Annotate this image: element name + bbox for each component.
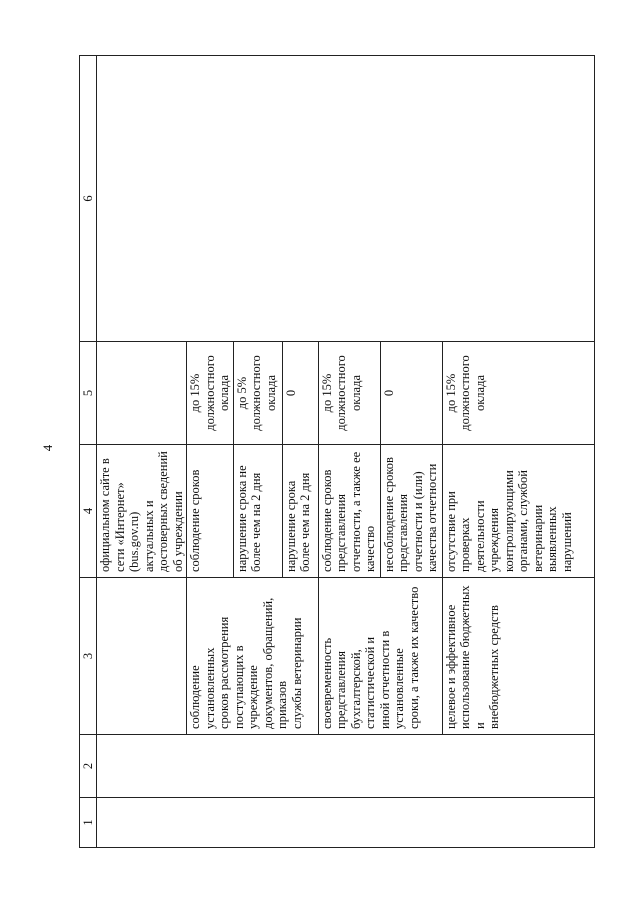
col1-cell bbox=[97, 798, 595, 848]
criterion-cell bbox=[442, 578, 594, 735]
text-line: должностного bbox=[249, 355, 263, 431]
table-row bbox=[97, 56, 187, 848]
text-line: качества отчетности bbox=[425, 463, 439, 572]
text-line: оклада bbox=[472, 374, 487, 412]
text-line: 0 bbox=[283, 389, 298, 397]
header-cell-5: 5 bbox=[80, 342, 97, 445]
amount-cell bbox=[233, 342, 282, 445]
text-line: службы ветеринарии bbox=[289, 617, 304, 729]
amount-cell bbox=[187, 342, 234, 445]
text-line: внебюджетных средств bbox=[487, 605, 501, 729]
header-cell-4: 4 bbox=[80, 445, 97, 578]
amount-cell bbox=[97, 342, 187, 445]
text-line: отчетности, а также ее bbox=[348, 451, 363, 572]
text-line: представления bbox=[334, 493, 348, 572]
indicator-cell bbox=[380, 445, 442, 578]
text-line: представления bbox=[396, 493, 410, 572]
indicator-cell bbox=[233, 445, 282, 578]
amount-cell bbox=[282, 342, 318, 445]
text-line: должностного bbox=[334, 355, 348, 431]
text-line: сроков рассмотрения bbox=[217, 616, 231, 729]
text-line: сети «Интернет» bbox=[112, 482, 127, 572]
text-line: оклада bbox=[263, 374, 278, 412]
col6-cell bbox=[97, 56, 595, 342]
amount-cell bbox=[318, 342, 380, 445]
text-line: до 15% bbox=[319, 373, 334, 413]
text-line: учреждения bbox=[487, 507, 501, 572]
text-line: до 15% bbox=[188, 373, 202, 413]
text-line: более чем на 2 дня bbox=[298, 472, 312, 572]
amount-cell bbox=[380, 342, 442, 445]
header-row bbox=[80, 56, 97, 848]
text-line: отчетности и (или) bbox=[410, 471, 425, 572]
text-line: должностного bbox=[202, 355, 217, 431]
text-line: актуальных и bbox=[141, 500, 156, 572]
text-line: до 5% bbox=[234, 376, 249, 410]
text-line: контролирующими bbox=[501, 470, 516, 572]
text-line: более чем на 2 дня bbox=[249, 472, 263, 572]
text-line: своевременность представления bbox=[319, 637, 348, 729]
rotated-table-wrapper bbox=[79, 56, 589, 848]
text-line: ветеринарии bbox=[530, 504, 545, 572]
criterion-cell bbox=[97, 578, 187, 735]
indicator-cell bbox=[442, 445, 594, 578]
text-line: документов, обращений, приказов bbox=[260, 597, 289, 729]
text-line: об учреждении bbox=[170, 491, 185, 572]
text-line: использование бюджетных и bbox=[458, 585, 487, 729]
bonus-criteria-table bbox=[79, 55, 595, 848]
col2-cell bbox=[97, 735, 595, 798]
criterion-cell bbox=[187, 578, 319, 735]
text-line: деятельности bbox=[472, 500, 487, 572]
text-line: официальном сайте в bbox=[98, 458, 112, 572]
text-line: оклада bbox=[348, 374, 363, 412]
text-line: поступающих в учреждение bbox=[231, 645, 260, 729]
text-line: соблюдение установленных bbox=[188, 647, 217, 729]
criterion-cell bbox=[318, 578, 442, 735]
header-cell-2: 2 bbox=[80, 735, 97, 798]
text-line: до 15% bbox=[443, 373, 458, 413]
text-line: несоблюдение сроков bbox=[381, 457, 396, 572]
text-line: должностного bbox=[458, 355, 472, 431]
text-line: соблюдение сроков bbox=[188, 469, 202, 572]
header-cell-1: 1 bbox=[80, 798, 97, 848]
text-line: нарушение срока bbox=[283, 480, 298, 572]
page-number: 4 bbox=[40, 444, 55, 452]
text-line: нарушение срока не bbox=[234, 465, 249, 572]
text-line: органами, службой bbox=[516, 470, 530, 572]
text-line: проверках bbox=[458, 517, 472, 572]
indicator-cell bbox=[187, 445, 234, 578]
text-line: иной отчетности в установленные bbox=[377, 630, 406, 729]
text-line: оклада bbox=[217, 374, 231, 412]
header-cell-3: 3 bbox=[80, 578, 97, 735]
text-line: сроки, а также их качество bbox=[406, 586, 421, 729]
text-line: бухгалтерской, статистической и bbox=[348, 636, 377, 729]
indicator-cell bbox=[97, 445, 187, 578]
indicator-cell bbox=[318, 445, 380, 578]
amount-cell bbox=[442, 342, 594, 445]
text-line: достоверных сведений bbox=[156, 451, 170, 572]
text-line: нарушений bbox=[559, 512, 574, 572]
text-line: качество bbox=[363, 525, 377, 572]
text-line: соблюдение сроков bbox=[319, 469, 334, 572]
indicator-cell bbox=[282, 445, 318, 578]
text-line: целевое и эффективное bbox=[443, 604, 458, 729]
text-line: (bus.gov.ru) bbox=[127, 511, 141, 572]
text-line: выявленных bbox=[545, 506, 559, 572]
header-cell-6: 6 bbox=[80, 56, 97, 342]
text-line: 0 bbox=[381, 389, 396, 397]
text-line: отсутствие при bbox=[443, 491, 458, 572]
